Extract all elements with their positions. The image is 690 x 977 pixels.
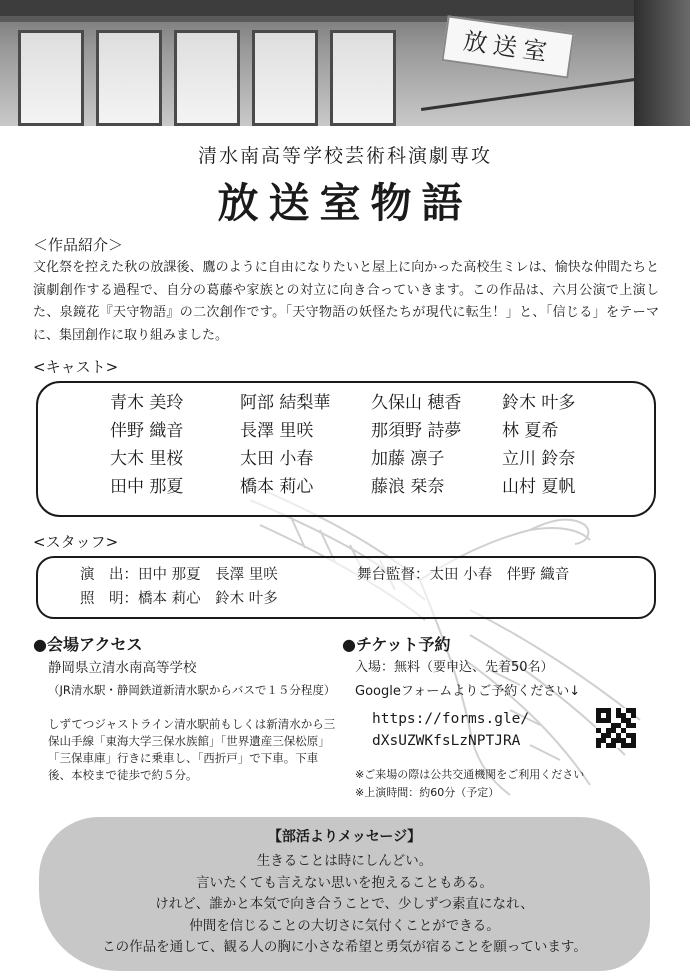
qr-code[interactable] [596, 708, 636, 748]
staff-heading: <スタッフ> [33, 533, 119, 551]
access-heading: ●会場アクセス [33, 635, 143, 654]
cast-member: 青木 美玲 [110, 393, 184, 413]
intro-heading: ＜作品紹介＞ [33, 236, 124, 254]
window-pane [252, 30, 318, 126]
ticket-note-duration: ※上演時間：約60分（予定） [355, 786, 500, 799]
staff-director: 演 出：田中 那夏 長澤 里咲 [80, 567, 278, 583]
message-heading: 【部活よりメッセージ】 [267, 829, 422, 845]
message-line: この作品を通して、観る人の胸に小さな希望と勇気が宿ることを願っています。 [102, 939, 587, 955]
cast-member: 立川 鈴奈 [502, 449, 576, 469]
cast-member: 伴野 織音 [110, 421, 184, 441]
cast-member: 橋本 莉心 [240, 477, 314, 497]
cast-member: 藤浪 栞奈 [371, 477, 445, 497]
message-line: けれど、誰かと本気で向き合うことで、少しずつ素直になれ、 [155, 896, 534, 912]
staff-stage-manager: 舞台監督：太田 小春 伴野 織音 [357, 567, 570, 583]
ticket-url-line1[interactable]: https://forms.gle/ [372, 711, 530, 727]
ticket-form-note: Googleフォームよりご予約ください↓ [355, 684, 581, 699]
cast-heading: <キャスト> [33, 358, 119, 376]
cast-member: 那須野 詩夢 [371, 421, 462, 441]
ticket-heading: ●チケット予約 [342, 635, 451, 654]
window-pane [330, 30, 396, 126]
access-note-route: しずてつジャストライン清水駅前もしくは新清水から三保山手線「東海大学三保水族館」「世界遺産三保松原」「三保車庫」行きに乗車し、「西折戸」で下車。下車後、本校まで徒歩で約５分。 [48, 717, 336, 782]
message-lines [39, 851, 650, 959]
cast-column [110, 389, 240, 501]
cast-column [371, 389, 501, 501]
cast-column [240, 389, 370, 501]
window-pane [96, 30, 162, 126]
cast-member: 久保山 穂香 [371, 393, 462, 413]
cast-member: 山村 夏帆 [502, 477, 576, 497]
sign-wire [421, 76, 649, 111]
broadcast-room-sign: 放送室 [441, 15, 574, 78]
access-note-bus: （JR清水駅・静岡鉄道新清水駅からバスで１５分程度） [48, 683, 336, 697]
pillar [634, 0, 690, 126]
cast-member: 阿部 結梨華 [240, 393, 331, 413]
window-pane [174, 30, 240, 126]
ticket-url-line2[interactable]: dXsUZWKfsLzNPTJRA [372, 733, 521, 749]
message-line: 仲間を信じることの大切さに気付くことができる。 [189, 917, 500, 934]
cast-member: 林 夏希 [502, 421, 559, 441]
ticket-admission: 入場：無料（要申込、先着50名） [355, 660, 554, 675]
ceiling-beam [0, 0, 690, 16]
cast-member: 大木 里桜 [110, 449, 184, 469]
cast-member: 長澤 里咲 [240, 421, 314, 441]
ticket-note-transport: ※ご来場の際は公共交通機関をご利用ください [355, 768, 585, 781]
message-line: 言いたくても言えない思いを抱えることもある。 [196, 874, 493, 891]
ceiling-beam-lower [0, 16, 690, 22]
intro-text: 文化祭を控えた秋の放課後、鷹のように自由になりたいと屋上に向かった高校生ミレは、愉快な仲間たちと演劇創作する過程で、自分の葛藤や家族との対立に向き合っていきます。この作品は、六月公演で上演した、泉鏡花『天守物語』の二次創作です。「天守物語の妖怪たちが現代に転生！」と、「信じる」をテーマに、集団創作に取り組みました。 [33, 260, 659, 343]
staff-lighting: 照 明：橋本 莉心 鈴木 叶多 [80, 591, 278, 607]
ticket-url[interactable] [372, 708, 529, 752]
school-name: 清水南高等学校芸術科演劇専攻 [197, 145, 492, 167]
play-title: 放送室物語 [217, 179, 473, 227]
cast-member: 加藤 凛子 [371, 449, 445, 469]
cast-member: 太田 小春 [240, 449, 314, 469]
cast-column [502, 389, 632, 501]
window-pane [18, 30, 84, 126]
header-photo [0, 0, 690, 126]
cast-member: 鈴木 叶多 [502, 393, 576, 413]
message-line: 生きることは時にしんどい。 [256, 853, 433, 869]
cast-member: 田中 那夏 [110, 477, 184, 497]
venue-name: 静岡県立清水南高等学校 [48, 660, 197, 676]
